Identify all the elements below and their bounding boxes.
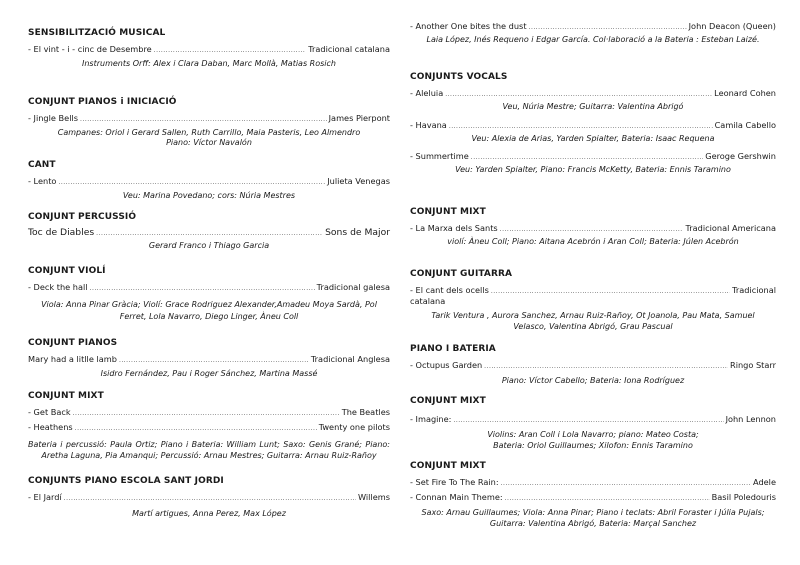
performers-credit: Laia López, Inés Requeno i Edgar García. Col·laboració a la Bateria : Esteban Laizé.: [426, 35, 760, 44]
dot-leader: [505, 493, 710, 505]
program-section: [410, 71, 776, 176]
piece-author: Leonard Cohen: [714, 88, 776, 98]
dot-leader: [73, 408, 340, 420]
piece-author: Ringo Starr: [730, 360, 776, 370]
program-section: [28, 475, 390, 520]
performers-credit: Piano: Víctor Cabello; Bateria: Iona Rodríguez: [501, 376, 685, 385]
program-section: [28, 211, 390, 252]
program-item: [28, 281, 390, 293]
program-section: [28, 337, 390, 380]
piece-title: Mary had a litlle lamb: [28, 354, 117, 364]
piece-author: Sons de Major: [325, 227, 390, 238]
credit-line: Violins: Aran Coll i Lola Navarro; piano: Mateo Costa;: [487, 430, 699, 439]
dot-leader: [449, 121, 713, 133]
performers-credit: Isidro Fernández, Pau i Roger Sánchez, Martina Massé: [100, 369, 318, 378]
section-heading: CONJUNT MIXT: [410, 396, 486, 406]
piece-title: - El Jardí: [28, 492, 62, 502]
dot-leader: [96, 228, 323, 240]
dot-leader: [119, 355, 309, 367]
credit-line: Piano: Víctor Navalón: [166, 138, 252, 147]
piece-author: James Pierpont: [328, 113, 390, 123]
program-section: [28, 265, 390, 323]
section-heading: CONJUNT MIXT: [410, 207, 486, 217]
piece-author: John Deacon (Queen): [688, 21, 776, 31]
piece-author: Twenty one pilots: [318, 422, 390, 432]
dot-leader: [58, 177, 325, 189]
piece-title: - El vint - i - cinc de Desembre: [28, 44, 152, 54]
dot-leader: [471, 152, 703, 164]
program-section: [410, 206, 776, 248]
piece-title: - Aleluia: [410, 88, 444, 98]
piece-title: - Imagine:: [410, 414, 452, 424]
program-item: [410, 87, 776, 99]
dot-leader: [453, 415, 723, 427]
piece-author: John Lennon: [725, 414, 776, 424]
section-heading: SENSIBILITZACIÓ MUSICAL: [28, 28, 166, 38]
performers-credit: [410, 430, 776, 451]
program-item: [28, 175, 390, 187]
program-section: [28, 96, 390, 148]
program-section: [410, 460, 776, 529]
program-section: [410, 20, 776, 46]
dot-leader: [80, 114, 327, 126]
dot-leader: [154, 45, 307, 57]
program-item: [28, 491, 390, 503]
section-heading: CONJUNT GUITARRA: [410, 269, 513, 279]
program-section: [28, 390, 390, 461]
performers-credit: violí: Àneu Coll; Piano: Aitana Acebrón i Aran Coll; Bateria: Júlen Acebrón: [447, 237, 739, 246]
section-heading: CONJUNT PIANOS: [28, 338, 118, 348]
program-item: [28, 421, 390, 433]
piece-title: - Havana: [410, 119, 447, 130]
section-heading: CONJUNT PERCUSSIÓ: [28, 212, 137, 222]
dot-leader: [529, 22, 687, 34]
performers-credit: Martí artigues, Anna Perez, Max López: [132, 509, 286, 518]
dot-leader: [491, 286, 730, 298]
section-heading: CONJUNTS VOCALS: [410, 72, 508, 82]
program-item: [28, 112, 390, 124]
program-item: [410, 222, 776, 234]
piece-author: Tradicional galesa: [316, 282, 390, 292]
performers-credit: Saxo: Arnau Guillaumes; Viola: Anna Pinar; Piano i teclats: Abril Foraster i Júlia Pujals; Guitarra: Valentina Abrigó, Bateria: Marçal Sanchez: [421, 508, 765, 528]
piece-title: - Connan Main Theme:: [410, 492, 503, 502]
section-heading: CONJUNT MIXT: [410, 461, 486, 471]
section-heading: CONJUNT PIANOS i INICIACIÓ: [28, 97, 177, 107]
section-heading: PIANO I BATERIA: [410, 344, 496, 354]
piece-author: Tradicional Anglesa: [310, 354, 390, 364]
piece-author: Basil Poledouris: [711, 492, 776, 502]
piece-author: Willems: [357, 492, 390, 502]
piece-title: - Heathens: [28, 422, 73, 432]
piece-title: - Another One bites the dust: [410, 21, 527, 31]
piece-title: - Get Back: [28, 407, 71, 417]
piece-author: Tradicional catalana: [308, 44, 390, 54]
performers-credit: Veu: Yarden Spialter, Piano: Francis McKetty, Bateria: Ennis Taramino: [455, 165, 731, 174]
piece-author: The Beatles: [341, 407, 390, 417]
program-section: [28, 159, 390, 202]
dot-leader: [484, 361, 728, 373]
program-item: [28, 227, 390, 239]
program-item: [28, 353, 390, 365]
piece-author: Adele: [752, 477, 776, 487]
program-item: [410, 359, 776, 371]
program-item: [28, 43, 390, 55]
piece-title: Toc de Diables: [28, 227, 95, 238]
performers-credit: Instruments Orff: Alex i Clara Daban, Marc Mollà, Matias Rosich: [82, 59, 336, 68]
piece-author: Camila Cabello: [714, 119, 776, 130]
credit-line: Bateria: Oriol Guillaumes; Xilofon: Ennis Taramino: [493, 440, 693, 450]
performers-credit: Veu, Núria Mestre; Guitarra: Valentina Abrigó: [502, 102, 684, 111]
performers-credit: Viola: Anna Pinar Gràcia; Violí: Grace Rodriguez Alexander,Amadeu Moya Sardà, Pol Ferret, Lola Navarro, Diego Linger, Àneu Coll: [41, 300, 377, 321]
piece-title: - Summertime: [410, 151, 469, 161]
piece-title: - Octupus Garden: [410, 360, 483, 370]
performers-credit: Veu: Marina Povedano; cors: Núria Mestres: [122, 191, 296, 200]
program-item: [410, 476, 776, 488]
piece-author: Geroge Gershwin: [705, 151, 776, 161]
performers-credit: Tarik Ventura , Aurora Sanchez, Arnau Ruiz-Rañoy, Ot Joanola, Pau Mata, Samuel Velasco, Valentina Abrigó, Grau Pascual: [431, 311, 755, 331]
performers-credit: [28, 128, 390, 148]
section-heading: CANT: [28, 160, 56, 170]
program-section: [410, 395, 776, 451]
program-section: [28, 27, 390, 70]
performers-credit: Veu: Alexia de Arias, Yarden Spialter, Bateria: Isaac Requena: [471, 133, 715, 143]
program-section: [410, 268, 776, 332]
piece-title: - El cant dels ocells: [410, 285, 489, 295]
performers-credit: Bateria i percussió: Paula Ortiz; Piano i Bateria: William Lunt; Saxo: Genis Grané; Piano: Aretha Laguna, Pia Amanqui; Percussió: Arnau Mestres; Guitarra: Arnau Ruiz-Rañoy: [28, 440, 390, 460]
section-heading: CONJUNTS PIANO ESCOLA SANT JORDI: [28, 476, 224, 486]
section-heading: CONJUNT VIOLÍ: [28, 266, 106, 276]
piece-title: - Jingle Bells: [28, 113, 79, 123]
dot-leader: [445, 89, 712, 101]
dot-leader: [500, 224, 684, 236]
credit-line: Campanes: Oriol i Gerard Sallen, Ruth Carrillo, Maia Pasteris, Leo Almendro: [57, 128, 361, 137]
piece-author: Tradicional: [732, 285, 776, 295]
program-item: [410, 150, 776, 162]
piece-title: - Set Fire To The Rain:: [410, 477, 499, 487]
piece-title: - Lento: [28, 176, 57, 186]
dot-leader: [64, 493, 356, 505]
dot-leader: [75, 423, 317, 435]
piece-author: Julieta Venegas: [327, 176, 390, 186]
program-item: [410, 20, 776, 32]
program-section: [410, 343, 776, 387]
program-item: [410, 491, 776, 503]
performers-credit: Gerard Franco i Thiago Garcia: [148, 241, 270, 250]
section-heading: CONJUNT MIXT: [28, 391, 104, 401]
piece-title: - La Marxa dels Sants: [410, 223, 498, 233]
program-item: [28, 406, 390, 418]
dot-leader: [90, 283, 315, 295]
piece-author-continued: catalana: [410, 296, 446, 306]
program-item: [410, 284, 776, 296]
program-item: [410, 413, 776, 425]
piece-title: - Deck the hall: [28, 282, 88, 292]
piece-author: Tradicional Americana: [685, 223, 776, 233]
program-item: [410, 119, 776, 131]
dot-leader: [501, 478, 751, 490]
